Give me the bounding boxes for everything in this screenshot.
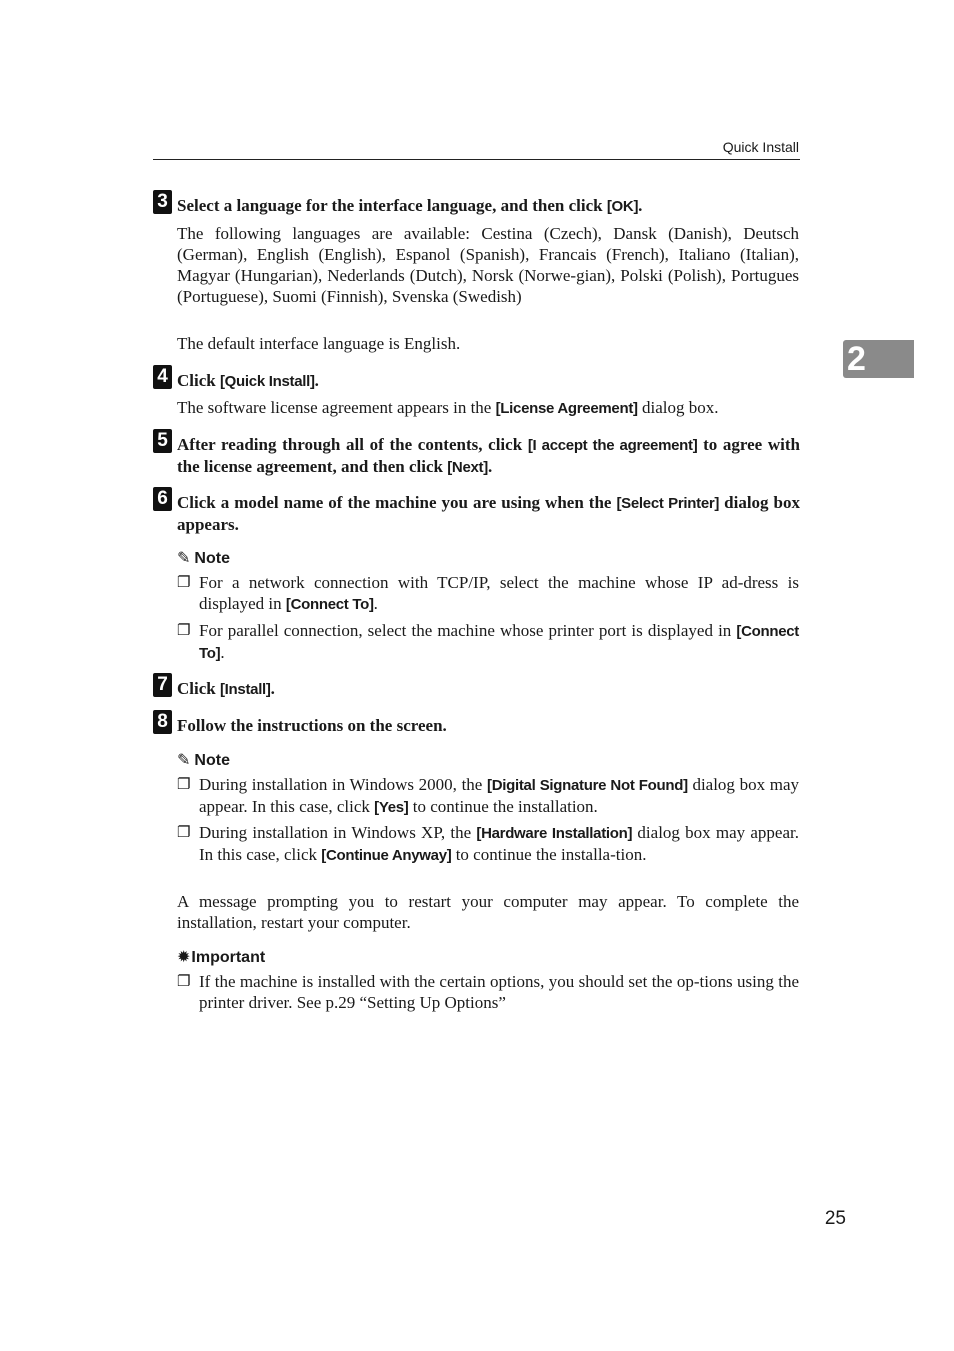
important-item <box>177 971 799 1013</box>
step-number: 4 <box>153 365 172 389</box>
step-6 <box>153 487 800 535</box>
accept-agreement-ref: [I accept the agreement] <box>527 437 698 454</box>
important-label: Important <box>191 949 266 966</box>
step-number: 5 <box>153 429 172 453</box>
default-language-paragraph: The default interface language is English. <box>177 334 461 353</box>
running-header: Quick Install <box>722 139 799 155</box>
step-heading <box>177 710 800 736</box>
note-text: dialog box may appear. In this case, click <box>199 823 800 864</box>
heading-text: dialog box appears. <box>177 493 801 534</box>
next-button-ref: [Next] <box>447 459 488 476</box>
note-item <box>177 822 799 866</box>
step-heading <box>177 190 800 217</box>
heading-text: Select a language for the interface language, and then click <box>177 196 607 215</box>
chapter-tab: 2 <box>843 340 914 378</box>
checkbox-bullet-icon: ❐ <box>177 775 191 793</box>
note-heading <box>177 548 230 568</box>
important-icon: ✹ <box>177 947 191 966</box>
heading-text: Click <box>177 371 220 390</box>
note-text: to continue the installation. <box>408 797 598 816</box>
header-rule <box>153 159 800 160</box>
paragraph-text: dialog box. <box>637 398 719 417</box>
note-text: dialog box may appear. In this case, click <box>199 775 799 816</box>
yes-button-ref: [Yes] <box>374 799 409 816</box>
note-item <box>177 572 799 615</box>
note-text: During installation in Windows XP, the <box>199 823 477 842</box>
checkbox-bullet-icon: ❐ <box>177 972 191 990</box>
important-heading <box>177 947 265 967</box>
heading-text: Follow the instructions on the screen. <box>177 716 447 735</box>
note-item <box>177 620 799 664</box>
heading-text: . <box>638 196 643 215</box>
step-heading <box>177 429 800 478</box>
step-number: 3 <box>153 190 172 214</box>
checkbox-bullet-icon: ❐ <box>177 573 191 591</box>
note-text: For a network connection with TCP/IP, select the machine whose IP ad-dress is displayed in <box>199 573 799 613</box>
note-text: . <box>373 594 378 613</box>
hardware-installation-ref: [Hardware Installation] <box>476 825 633 842</box>
languages-paragraph: The following languages are available: Cestina (Czech), Dansk (Danish), Deutsch (German), English (English), Espanol (Spanish), Francais (French), Italiano (Italian), Magyar (Hungarian), Nederlands (Dutch), Norsk (Norwe-gian), Polski (Polish), Portugues (Portuguese), Suomi (Finnish), Svenska (Swedish) <box>177 224 799 306</box>
note-heading <box>177 750 230 770</box>
step-number: 8 <box>153 710 172 734</box>
pencil-icon: ✎ <box>177 750 191 769</box>
step-number: 7 <box>153 673 172 697</box>
page-number: 25 <box>824 1208 846 1229</box>
note-text: For parallel connection, select the machine whose printer port is displayed in <box>199 621 737 640</box>
restart-paragraph: A message prompting you to restart your computer may appear. To complete the installation, restart your computer. <box>177 892 799 932</box>
license-agreement-ref: [License Agreement] <box>495 400 638 417</box>
select-printer-ref: [Select Printer] <box>616 495 720 512</box>
step-heading <box>177 365 800 392</box>
note-item <box>177 774 799 818</box>
license-paragraph <box>177 397 799 419</box>
heading-text: . <box>314 371 319 390</box>
checkbox-bullet-icon: ❐ <box>177 823 191 841</box>
quick-install-ref: [Quick Install] <box>219 373 315 390</box>
note-label: Note <box>194 550 230 567</box>
heading-text: . <box>270 679 275 698</box>
checkbox-bullet-icon: ❐ <box>177 621 191 639</box>
note-text: During installation in Windows 2000, the <box>199 775 487 794</box>
heading-text: After reading through all of the contents, click <box>177 435 528 454</box>
heading-text: Click <box>177 679 220 698</box>
step-8 <box>153 710 800 736</box>
step-heading <box>177 487 800 535</box>
note-label: Note <box>194 752 230 769</box>
note-text: . <box>220 643 225 662</box>
pencil-icon: ✎ <box>177 548 191 567</box>
heading-text: Click a model name of the machine you are using when the <box>177 493 617 512</box>
continue-anyway-ref: [Continue Anyway] <box>321 847 452 864</box>
step-7 <box>153 673 800 700</box>
step-number: 6 <box>153 487 172 511</box>
note-text: to continue the installa-tion. <box>451 845 647 864</box>
heading-text: . <box>487 457 493 476</box>
heading-text: to agree with the license agreement, and then click <box>177 435 800 476</box>
connect-to-ref: [Connect To] <box>199 623 799 662</box>
install-button-ref: [Install] <box>219 681 271 698</box>
ok-button-ref: [OK] <box>606 198 639 215</box>
paragraph-text: The software license agreement appears in the <box>177 398 496 417</box>
connect-to-ref: [Connect To] <box>285 596 374 613</box>
digital-signature-ref: [Digital Signature Not Found] <box>487 777 688 794</box>
step-heading <box>177 673 800 700</box>
step-4 <box>153 365 800 392</box>
important-text: If the machine is installed with the certain options, you should set the op-tions using the printer driver. See p.29 “Setting Up Options” <box>199 972 799 1012</box>
step-3 <box>153 190 800 217</box>
step-5 <box>153 429 800 478</box>
